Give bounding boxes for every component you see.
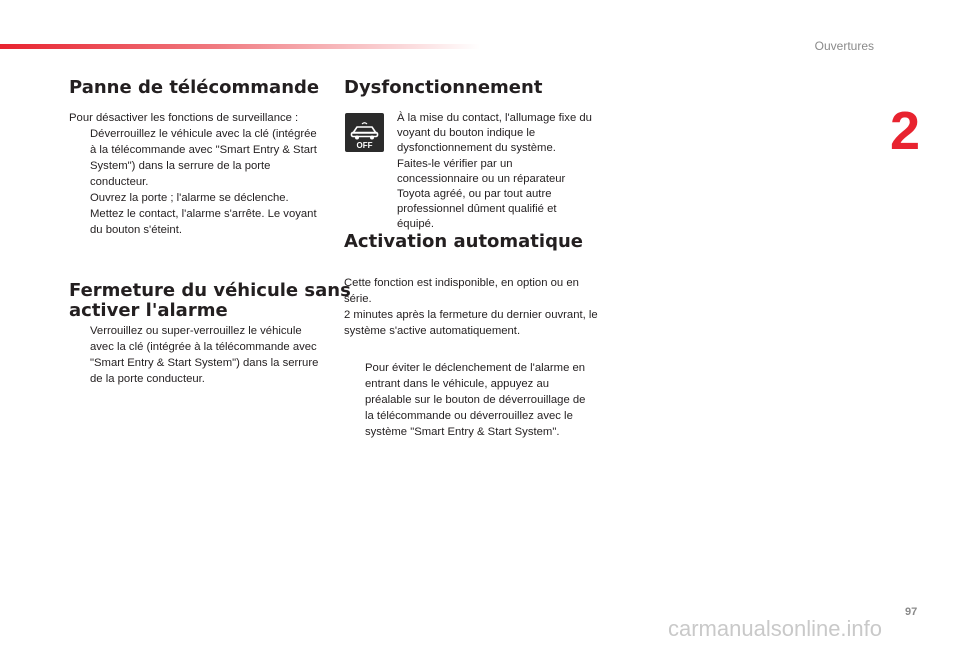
page-number: 97 bbox=[905, 606, 918, 618]
heading-fermeture: Fermeture du véhicule sans activer l'alarme bbox=[69, 280, 351, 321]
heading-activation: Activation automatique bbox=[344, 231, 583, 252]
heading-panne: Panne de télécommande bbox=[69, 77, 320, 98]
list-item: Déverrouillez le véhicule avec la clé (intégrée à la télécommande avec "Smart Entry & Start System") dans la serrure de la porte conducteur. bbox=[90, 128, 317, 188]
watermark: carmanualsonline.info bbox=[668, 616, 883, 641]
fermeture-list bbox=[69, 323, 325, 387]
icon-label: OFF bbox=[356, 141, 373, 150]
heading-dysfonctionnement: Dysfonctionnement bbox=[344, 77, 543, 98]
panne-list bbox=[69, 126, 321, 238]
activation-para-1: Cette fonction est indisponible, en option ou en série. bbox=[344, 277, 579, 305]
list-item: Pour éviter le déclenchement de l'alarme en entrant dans le véhicule, appuyez au préalable sur le bouton de déverrouillage de la télécommande ou déverrouillez avec le système "Smart Entry & Start System". bbox=[365, 362, 586, 438]
section-title: Ouvertures bbox=[814, 39, 874, 53]
list-item: Mettez le contact, l'alarme s'arrête. Le voyant du bouton s'éteint. bbox=[90, 208, 317, 236]
list-item: Verrouillez ou super-verrouillez le véhicule avec la clé (intégrée à la télécommande avec "Smart Entry & Start System") dans la serrure de la porte conducteur. bbox=[90, 325, 319, 385]
list-item: Ouvrez la porte ; l'alarme se déclenche. bbox=[90, 192, 289, 204]
car-alarm-off-icon bbox=[345, 113, 384, 152]
activation-para-2: 2 minutes après la fermeture du dernier ouvrant, le système s'active automatiquement. bbox=[344, 309, 598, 337]
dysfonctionnement-text: À la mise du contact, l'allumage fixe du voyant du bouton indique le dysfonctionnement du système. Faites-le vérifier par un concessionnaire ou un réparateur Toyota agréé, ou par tout autre professionnel dûment qualifié et équipé. bbox=[397, 112, 592, 231]
activation-list bbox=[344, 360, 596, 440]
header-accent-bar bbox=[0, 44, 480, 49]
panne-intro: Pour désactiver les fonctions de surveillance : bbox=[69, 112, 299, 124]
chapter-number: 2 bbox=[890, 101, 921, 161]
